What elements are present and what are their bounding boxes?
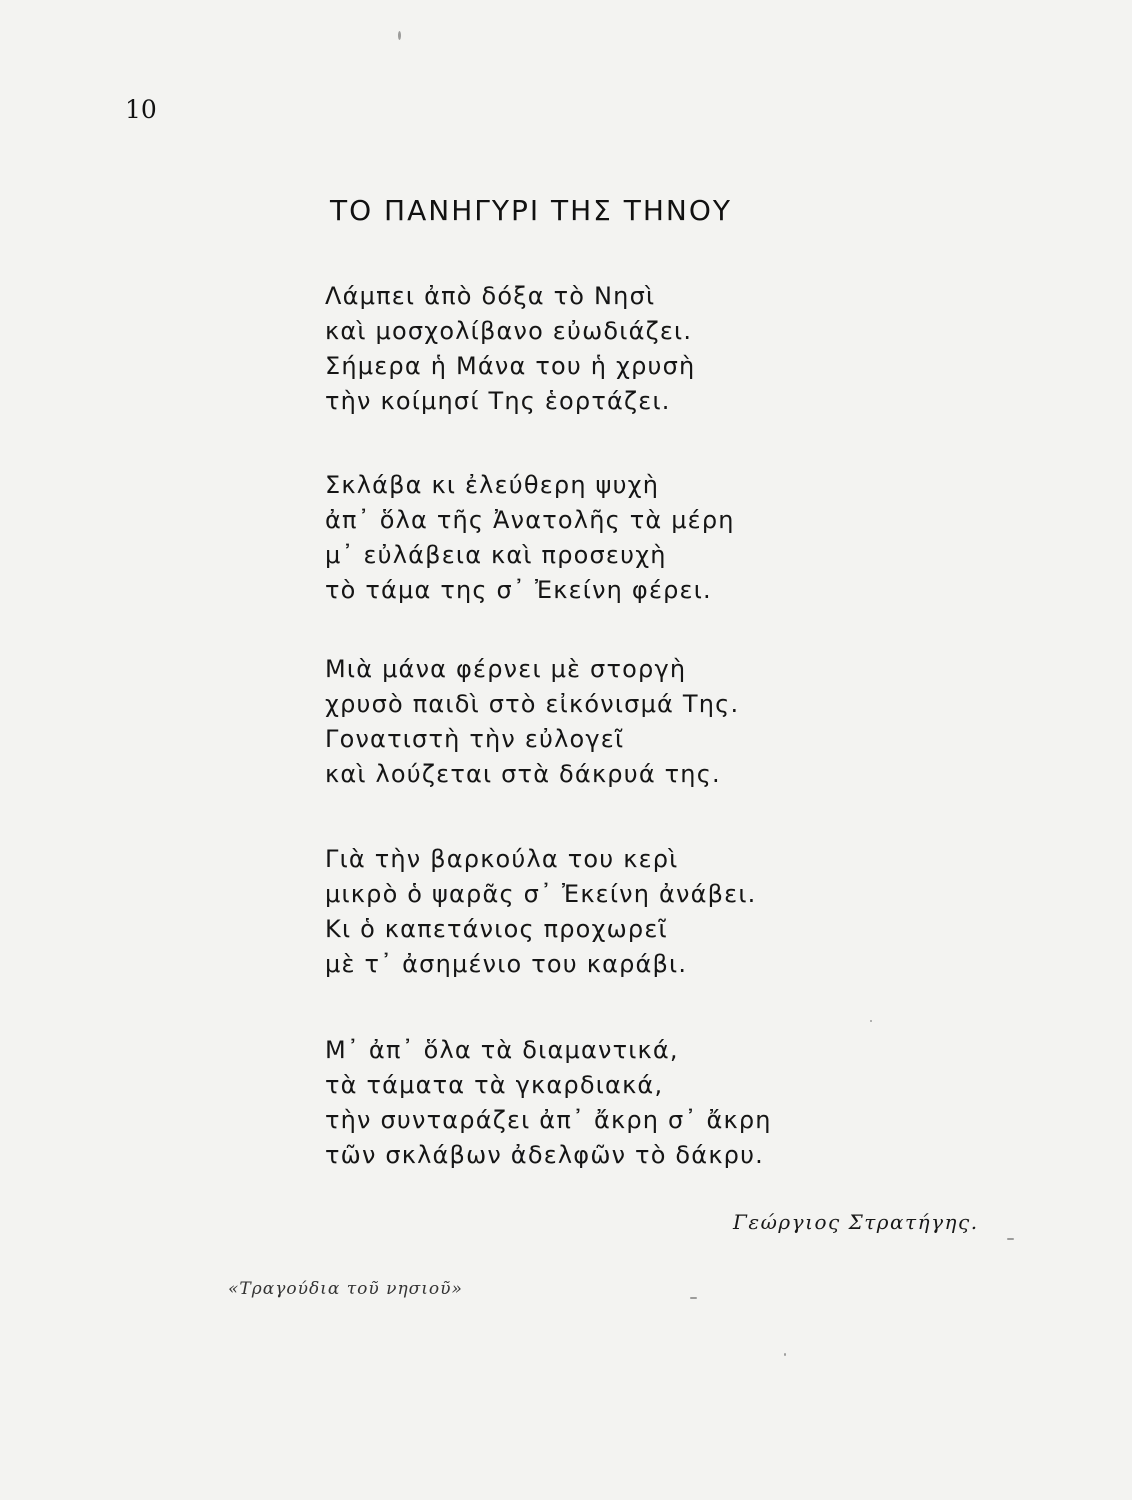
- poem-line: μ᾿ εὐλάβεια καὶ προσευχὴ: [325, 541, 667, 569]
- poem-line: καὶ μοσχολίβανο εὐωδιάζει.: [325, 317, 693, 345]
- poem-line: Μ᾿ ἀπ᾿ ὅλα τὰ διαμαντικά,: [325, 1036, 679, 1064]
- poem-line: τὸ τάμα της σ᾿ Ἐκείνη φέρει.: [325, 576, 712, 604]
- poem-line: μὲ τ᾿ ἀσημένιο του καράβι.: [325, 950, 688, 978]
- poet-signature: Γεώργιος Στρατήγης.: [733, 1210, 979, 1234]
- scan-speck: [1007, 1238, 1014, 1240]
- page-number: 10: [125, 95, 157, 124]
- poem-title: ΤΟ ΠΑΝΗΓΥΡΙ ΤΗΣ ΤΗΝΟΥ: [330, 194, 732, 227]
- poem-line: τὴν συνταράζει ἀπ᾿ ἄκρη σ᾿ ἄκρη: [325, 1106, 772, 1134]
- scan-speck: [398, 31, 401, 40]
- poem-stanza-4: [325, 842, 885, 982]
- poem-stanza-2: [325, 468, 885, 608]
- poem-line: ἀπ᾿ ὅλα τῆς Ἀνατολῆς τὰ μέρη: [325, 506, 735, 534]
- poem-line: Λάμπει ἀπὸ δόξα τὸ Νησὶ: [325, 282, 656, 310]
- poem-line: Σκλάβα κι ἐλεύθερη ψυχὴ: [325, 471, 660, 499]
- poem-line: καὶ λούζεται στὰ δάκρυά της.: [325, 760, 721, 788]
- poem-line: Σήμερα ἡ Μάνα του ἡ χρυσὴ: [325, 352, 696, 380]
- poem-stanza-5: [325, 1033, 885, 1173]
- poem-line: Κι ὁ καπετάνιος προχωρεῖ: [325, 915, 668, 943]
- scan-speck: [784, 1353, 786, 1356]
- poem-stanza-1: [325, 279, 885, 419]
- poem-line: μικρὸ ὁ ψαρᾶς σ᾿ Ἐκείνη ἀνάβει.: [325, 880, 757, 908]
- poem-line: Μιὰ μάνα φέρνει μὲ στοργὴ: [325, 655, 687, 683]
- scan-speck: [690, 1297, 697, 1299]
- poem-line: τῶν σκλάβων ἀδελφῶν τὸ δάκρυ.: [325, 1141, 765, 1169]
- poem-line: τὰ τάματα τὰ γκαρδιακά,: [325, 1071, 664, 1099]
- poem-line: τὴν κοίμησί Της ἑορτάζει.: [325, 387, 671, 415]
- scan-speck: [870, 1020, 872, 1022]
- poem-line: Γιὰ τὴν βαρκούλα του κερὶ: [325, 845, 679, 873]
- source-note: «Τραγούδια τοῦ νησιοῦ»: [228, 1279, 463, 1299]
- poem-stanza-3: [325, 652, 885, 792]
- poem-line: Γονατιστὴ τὴν εὐλογεῖ: [325, 725, 625, 753]
- poem-line: χρυσὸ παιδὶ στὸ εἰκόνισμά Της.: [325, 690, 740, 718]
